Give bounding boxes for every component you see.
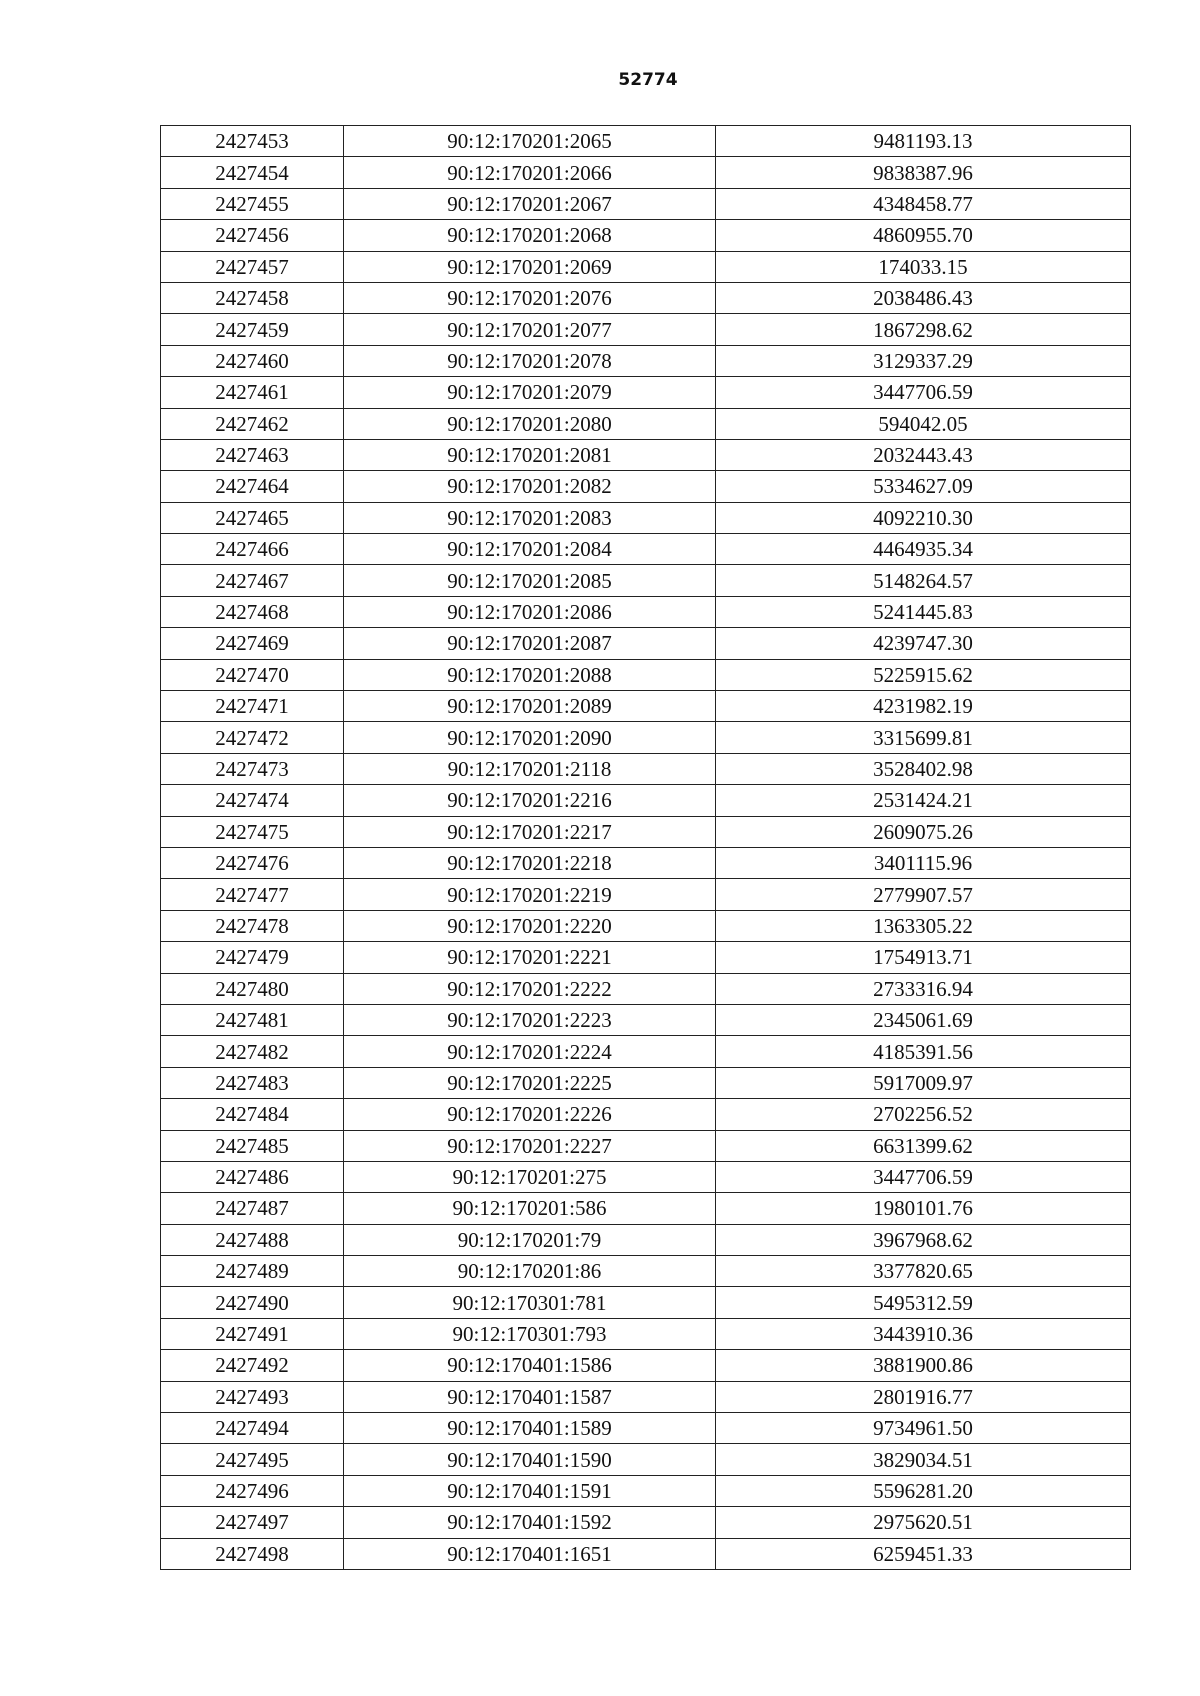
value-cell: 3829034.51 — [716, 1444, 1131, 1475]
record-number-cell: 2427469 — [161, 628, 344, 659]
cadastral-number-cell: 90:12:170201:2089 — [344, 691, 716, 722]
table-row — [161, 314, 1131, 345]
cadastral-number-cell: 90:12:170201:2065 — [344, 126, 716, 157]
cadastral-number-cell: 90:12:170201:2078 — [344, 345, 716, 376]
record-number-cell: 2427460 — [161, 345, 344, 376]
cadastral-number-cell: 90:12:170401:1589 — [344, 1413, 716, 1444]
table-row — [161, 1538, 1131, 1569]
cadastral-number-cell: 90:12:170201:2086 — [344, 596, 716, 627]
value-cell: 3447706.59 — [716, 377, 1131, 408]
cadastral-number-cell: 90:12:170401:1586 — [344, 1350, 716, 1381]
table-row — [161, 439, 1131, 470]
value-cell: 9734961.50 — [716, 1413, 1131, 1444]
record-number-cell: 2427474 — [161, 785, 344, 816]
record-number-cell: 2427476 — [161, 847, 344, 878]
table-row — [161, 1036, 1131, 1067]
value-cell: 4231982.19 — [716, 691, 1131, 722]
value-cell: 5334627.09 — [716, 471, 1131, 502]
value-cell: 5148264.57 — [716, 565, 1131, 596]
table-body — [161, 126, 1131, 1570]
record-number-cell: 2427465 — [161, 502, 344, 533]
table-row — [161, 973, 1131, 1004]
value-cell: 2609075.26 — [716, 816, 1131, 847]
cadastral-number-cell: 90:12:170401:1592 — [344, 1507, 716, 1538]
table-row — [161, 1413, 1131, 1444]
table-row — [161, 502, 1131, 533]
value-cell: 9838387.96 — [716, 157, 1131, 188]
cadastral-number-cell: 90:12:170201:2223 — [344, 1004, 716, 1035]
value-cell: 5241445.83 — [716, 596, 1131, 627]
table-row — [161, 1004, 1131, 1035]
table-row — [161, 1193, 1131, 1224]
table-row — [161, 942, 1131, 973]
value-cell: 5225915.62 — [716, 659, 1131, 690]
record-number-cell: 2427483 — [161, 1067, 344, 1098]
table-row — [161, 659, 1131, 690]
table-row — [161, 1130, 1131, 1161]
record-number-cell: 2427461 — [161, 377, 344, 408]
table-row — [161, 408, 1131, 439]
table-row — [161, 1256, 1131, 1287]
record-number-cell: 2427473 — [161, 753, 344, 784]
value-cell: 4185391.56 — [716, 1036, 1131, 1067]
value-cell: 174033.15 — [716, 251, 1131, 282]
value-cell: 4464935.34 — [716, 534, 1131, 565]
record-number-cell: 2427459 — [161, 314, 344, 345]
record-number-cell: 2427498 — [161, 1538, 344, 1569]
value-cell: 1980101.76 — [716, 1193, 1131, 1224]
cadastral-number-cell: 90:12:170201:2081 — [344, 439, 716, 470]
value-cell: 4092210.30 — [716, 502, 1131, 533]
table-row — [161, 157, 1131, 188]
cadastral-number-cell: 90:12:170201:2079 — [344, 377, 716, 408]
record-number-cell: 2427486 — [161, 1161, 344, 1192]
cadastral-number-cell: 90:12:170201:2227 — [344, 1130, 716, 1161]
cadastral-number-cell: 90:12:170401:1651 — [344, 1538, 716, 1569]
cadastral-number-cell: 90:12:170301:793 — [344, 1318, 716, 1349]
record-number-cell: 2427454 — [161, 157, 344, 188]
record-number-cell: 2427468 — [161, 596, 344, 627]
value-cell: 5596281.20 — [716, 1475, 1131, 1506]
table-row — [161, 188, 1131, 219]
record-number-cell: 2427471 — [161, 691, 344, 722]
table-row — [161, 251, 1131, 282]
value-cell: 4860955.70 — [716, 220, 1131, 251]
table-row — [161, 1350, 1131, 1381]
table-row — [161, 1287, 1131, 1318]
table-row — [161, 785, 1131, 816]
table-row — [161, 722, 1131, 753]
cadastral-number-cell: 90:12:170201:2220 — [344, 910, 716, 941]
record-number-cell: 2427492 — [161, 1350, 344, 1381]
table-row — [161, 879, 1131, 910]
cadastral-number-cell: 90:12:170201:2218 — [344, 847, 716, 878]
table-row — [161, 565, 1131, 596]
record-number-cell: 2427479 — [161, 942, 344, 973]
cadastral-number-cell: 90:12:170201:2084 — [344, 534, 716, 565]
value-cell: 2345061.69 — [716, 1004, 1131, 1035]
record-number-cell: 2427494 — [161, 1413, 344, 1444]
value-cell: 3377820.65 — [716, 1256, 1131, 1287]
value-cell: 5917009.97 — [716, 1067, 1131, 1098]
record-number-cell: 2427458 — [161, 282, 344, 313]
table-row — [161, 847, 1131, 878]
cadastral-number-cell: 90:12:170201:2083 — [344, 502, 716, 533]
value-cell: 2733316.94 — [716, 973, 1131, 1004]
table-row — [161, 1475, 1131, 1506]
value-cell: 2801916.77 — [716, 1381, 1131, 1412]
cadastral-number-cell: 90:12:170201:2216 — [344, 785, 716, 816]
value-cell: 3447706.59 — [716, 1161, 1131, 1192]
value-cell: 2038486.43 — [716, 282, 1131, 313]
record-number-cell: 2427462 — [161, 408, 344, 439]
cadastral-number-cell: 90:12:170201:2090 — [344, 722, 716, 753]
record-number-cell: 2427491 — [161, 1318, 344, 1349]
cadastral-number-cell: 90:12:170201:2082 — [344, 471, 716, 502]
value-cell: 2779907.57 — [716, 879, 1131, 910]
cadastral-number-cell: 90:12:170401:1590 — [344, 1444, 716, 1475]
cadastral-number-cell: 90:12:170201:2067 — [344, 188, 716, 219]
record-number-cell: 2427456 — [161, 220, 344, 251]
cadastral-number-cell: 90:12:170201:2066 — [344, 157, 716, 188]
cadastral-number-cell: 90:12:170201:2076 — [344, 282, 716, 313]
table-row — [161, 596, 1131, 627]
value-cell: 2032443.43 — [716, 439, 1131, 470]
table-row — [161, 534, 1131, 565]
record-number-cell: 2427453 — [161, 126, 344, 157]
value-cell: 3881900.86 — [716, 1350, 1131, 1381]
value-cell: 4239747.30 — [716, 628, 1131, 659]
record-number-cell: 2427457 — [161, 251, 344, 282]
cadastral-number-cell: 90:12:170201:2221 — [344, 942, 716, 973]
value-cell: 9481193.13 — [716, 126, 1131, 157]
table-row — [161, 691, 1131, 722]
cadastral-number-cell: 90:12:170201:275 — [344, 1161, 716, 1192]
table-row — [161, 126, 1131, 157]
cadastral-number-cell: 90:12:170201:2069 — [344, 251, 716, 282]
table-row — [161, 377, 1131, 408]
value-cell: 6631399.62 — [716, 1130, 1131, 1161]
cadastral-number-cell: 90:12:170201:2226 — [344, 1099, 716, 1130]
table-row — [161, 345, 1131, 376]
record-number-cell: 2427480 — [161, 973, 344, 1004]
record-number-cell: 2427496 — [161, 1475, 344, 1506]
cadastral-number-cell: 90:12:170201:2087 — [344, 628, 716, 659]
table-row — [161, 1381, 1131, 1412]
record-number-cell: 2427485 — [161, 1130, 344, 1161]
cadastral-number-cell: 90:12:170201:2068 — [344, 220, 716, 251]
cadastral-number-cell: 90:12:170201:2077 — [344, 314, 716, 345]
cadastral-number-cell: 90:12:170401:1591 — [344, 1475, 716, 1506]
record-number-cell: 2427455 — [161, 188, 344, 219]
table-row — [161, 220, 1131, 251]
value-cell: 2975620.51 — [716, 1507, 1131, 1538]
cadastral-number-cell: 90:12:170201:86 — [344, 1256, 716, 1287]
value-cell: 6259451.33 — [716, 1538, 1131, 1569]
table-row — [161, 471, 1131, 502]
cadastral-number-cell: 90:12:170201:2080 — [344, 408, 716, 439]
record-number-cell: 2427466 — [161, 534, 344, 565]
value-cell: 3401115.96 — [716, 847, 1131, 878]
cadastral-number-cell: 90:12:170201:2225 — [344, 1067, 716, 1098]
cadastral-number-cell: 90:12:170201:2118 — [344, 753, 716, 784]
table-row — [161, 1161, 1131, 1192]
value-cell: 594042.05 — [716, 408, 1131, 439]
value-cell: 5495312.59 — [716, 1287, 1131, 1318]
data-table — [160, 125, 1131, 1570]
record-number-cell: 2427467 — [161, 565, 344, 596]
record-number-cell: 2427495 — [161, 1444, 344, 1475]
table-row — [161, 1318, 1131, 1349]
value-cell: 1867298.62 — [716, 314, 1131, 345]
table-row — [161, 282, 1131, 313]
value-cell: 3129337.29 — [716, 345, 1131, 376]
cadastral-number-cell: 90:12:170201:2219 — [344, 879, 716, 910]
cadastral-number-cell: 90:12:170201:2088 — [344, 659, 716, 690]
page-number: 52774 — [618, 70, 678, 90]
cadastral-number-cell: 90:12:170201:2222 — [344, 973, 716, 1004]
value-cell: 1363305.22 — [716, 910, 1131, 941]
record-number-cell: 2427464 — [161, 471, 344, 502]
table-row — [161, 1099, 1131, 1130]
record-number-cell: 2427475 — [161, 816, 344, 847]
record-number-cell: 2427487 — [161, 1193, 344, 1224]
record-number-cell: 2427490 — [161, 1287, 344, 1318]
cadastral-number-cell: 90:12:170201:2224 — [344, 1036, 716, 1067]
table-row — [161, 753, 1131, 784]
cadastral-number-cell: 90:12:170201:2217 — [344, 816, 716, 847]
table-row — [161, 910, 1131, 941]
record-number-cell: 2427478 — [161, 910, 344, 941]
value-cell: 2702256.52 — [716, 1099, 1131, 1130]
record-number-cell: 2427497 — [161, 1507, 344, 1538]
value-cell: 1754913.71 — [716, 942, 1131, 973]
cadastral-number-cell: 90:12:170401:1587 — [344, 1381, 716, 1412]
table-row — [161, 1067, 1131, 1098]
value-cell: 3967968.62 — [716, 1224, 1131, 1255]
record-number-cell: 2427481 — [161, 1004, 344, 1035]
record-number-cell: 2427482 — [161, 1036, 344, 1067]
cadastral-number-cell: 90:12:170201:586 — [344, 1193, 716, 1224]
value-cell: 4348458.77 — [716, 188, 1131, 219]
record-number-cell: 2427472 — [161, 722, 344, 753]
record-number-cell: 2427489 — [161, 1256, 344, 1287]
record-number-cell: 2427470 — [161, 659, 344, 690]
cadastral-number-cell: 90:12:170201:2085 — [344, 565, 716, 596]
table-row — [161, 816, 1131, 847]
table-row — [161, 1224, 1131, 1255]
record-number-cell: 2427488 — [161, 1224, 344, 1255]
record-number-cell: 2427477 — [161, 879, 344, 910]
record-number-cell: 2427484 — [161, 1099, 344, 1130]
cadastral-number-cell: 90:12:170201:79 — [344, 1224, 716, 1255]
table-row — [161, 1507, 1131, 1538]
value-cell: 3443910.36 — [716, 1318, 1131, 1349]
value-cell: 2531424.21 — [716, 785, 1131, 816]
record-number-cell: 2427463 — [161, 439, 344, 470]
table-row — [161, 1444, 1131, 1475]
record-number-cell: 2427493 — [161, 1381, 344, 1412]
value-cell: 3528402.98 — [716, 753, 1131, 784]
table-row — [161, 628, 1131, 659]
cadastral-number-cell: 90:12:170301:781 — [344, 1287, 716, 1318]
value-cell: 3315699.81 — [716, 722, 1131, 753]
